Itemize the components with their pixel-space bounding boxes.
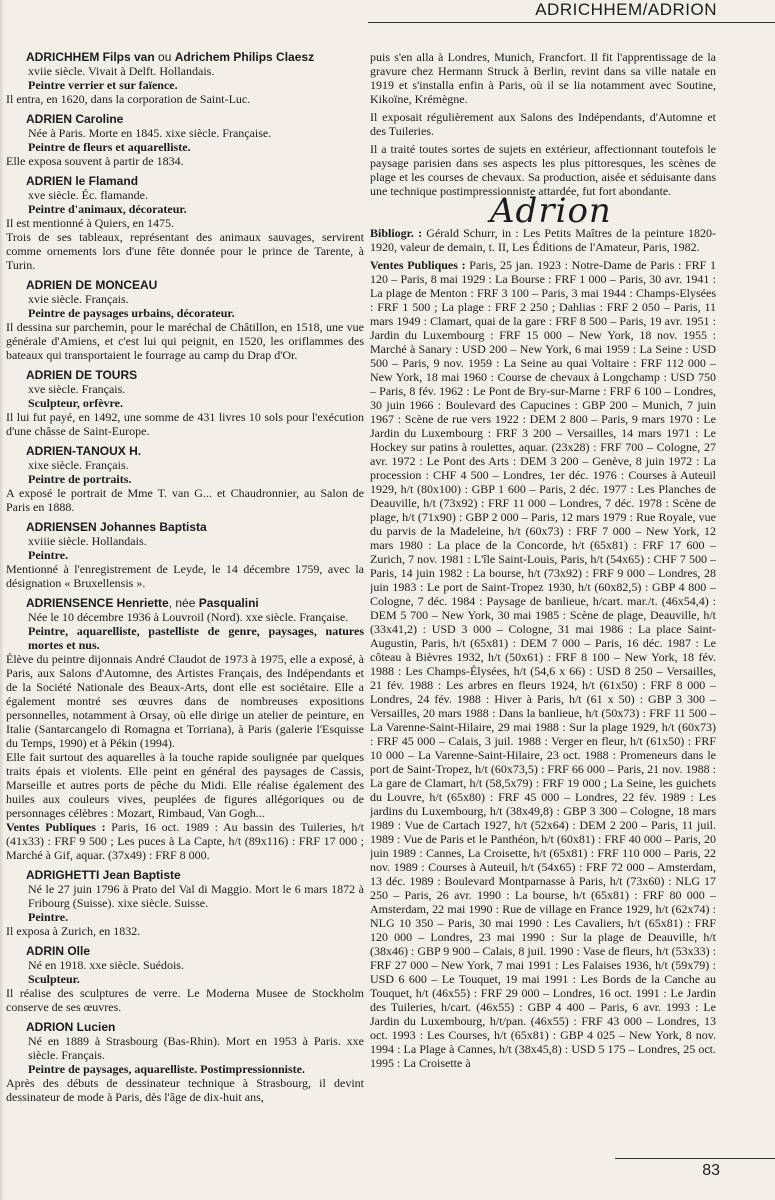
dictionary-entry <box>6 174 364 272</box>
entry-text: A exposé le portrait de Mme T. van G... et Chaudronnier, au Salon de Paris en 1888. <box>6 486 364 514</box>
entry-name <box>26 174 364 188</box>
artist-name: ADRIN Olle <box>26 944 91 958</box>
adrion-exhibitions: Il exposait régulièrement aux Salons des Indépendants, d'Automne et des Tuileries. <box>370 110 716 138</box>
entry-specialty: Peintre de portraits. <box>28 472 132 486</box>
entry-specialty: Peintre. <box>28 910 69 924</box>
entry-specialty: Peintre de paysages urbains, décorateur. <box>28 306 235 320</box>
artist-name: ADRIEN-TANOUX H. <box>26 444 142 458</box>
entry-text: Après des débuts de dessinateur technique à Strasbourg, il devint dessinateur de mode à Paris, dès l'âge de dix-huit ans, <box>6 1076 364 1104</box>
entry-name <box>26 112 364 126</box>
artist-name: ADRIENSENCE Henriette <box>26 596 169 610</box>
name-connector: ou <box>154 50 175 64</box>
public-sales-label: Ventes Publiques : <box>370 258 466 272</box>
entry-name <box>26 596 364 610</box>
dictionary-entry <box>6 444 364 514</box>
left-column <box>6 50 364 1160</box>
entry-specialty: Peintre verrier et sur faïence. <box>28 78 178 92</box>
entry-bio-line: Né en 1889 à Strasbourg (Bas-Rhin). Mort en 1953 à Paris. xxe siècle. Français. <box>28 1034 364 1062</box>
entry-text: Il est mentionné à Quiers, en 1475. Trois de ses tableaux, représentant des animaux sauvages, servirent comme ornements lors d'une fête donnée pour le prince de Tarente, à Turin. <box>6 216 364 272</box>
adrion-signature: Adrion <box>490 191 612 231</box>
entry-public-sales <box>6 820 364 862</box>
entry-specialty: Peintre de fleurs et aquarelliste. <box>28 140 191 154</box>
entry-text: Il réalise des sculptures de verre. Le Moderna Musee de Stockholm conserve de ses œuvres. <box>6 986 364 1014</box>
entry-text: Il lui fut payé, en 1492, une somme de 431 livres 10 sols pour l'exécution d'une châsse de Saint-Europe. <box>6 410 364 438</box>
entry-specialty: Peintre d'animaux, décorateur. <box>28 202 187 216</box>
artist-name: ADRION Lucien <box>26 1020 116 1034</box>
dictionary-entry <box>6 520 364 590</box>
artist-alt-name: Adrichem Philips Claesz <box>174 50 315 64</box>
dictionary-entry <box>6 1020 364 1104</box>
entry-bio-line: Née à Paris. Morte en 1845. xixe siècle. Française. <box>28 126 272 140</box>
artist-name: ADRIENSEN Johannes Baptista <box>26 520 207 534</box>
artist-name: ADRIEN le Flamand <box>26 174 139 188</box>
entry-name <box>26 368 364 382</box>
dictionary-entry <box>6 944 364 1014</box>
entry-specialty: Peintre de paysages, aquarelliste. Postimpressionniste. <box>28 1062 305 1076</box>
entry-specialty: Peintre, aquarelliste, pastelliste de genre, paysages, natures mortes et nus. <box>28 624 364 652</box>
dictionary-entry <box>6 278 364 362</box>
entry-text: Il dessina sur parchemin, pour le maréchal de Châtillon, en 1518, une vue générale d'Amiens, et c'est lui qui peignit, en 1520, les oriflammes des bateaux qui transportaient le fourrage au camp du Drap d'Or. <box>6 320 364 362</box>
public-sales-label: Ventes Publiques : <box>6 820 106 834</box>
entry-bio-line: Né le 27 juin 1796 à Prato del Val di Maggio. Mort le 6 mars 1872 à Fribourg (Suisse). xixe siècle. Suisse. <box>28 882 364 910</box>
artist-name: ADRIEN DE TOURS <box>26 368 138 382</box>
adrion-bio-continued: puis s'en alla à Londres, Munich, Francfort. Il fit l'apprentissage de la gravure chez Hermann Struck à Berlin, revint dans sa ville natale en 1919 et s'installa enfin à Paris, où il se lia notamment avec Soutine, Kikoïne, Krémègne. <box>370 50 716 106</box>
entry-bio-line: xviiie siècle. Hollandais. <box>28 534 147 548</box>
footer-rule <box>615 1158 775 1159</box>
entry-name <box>26 944 364 958</box>
entry-bio-line: xvie siècle. Français. <box>28 292 129 306</box>
entry-specialty: Sculpteur, orfèvre. <box>28 396 123 410</box>
dictionary-entry <box>6 112 364 168</box>
dictionary-entry <box>6 368 364 438</box>
entry-bio-line: Née le 10 décembre 1936 à Louvroil (Nord). xxe siècle. Française. <box>28 610 349 624</box>
entry-bio-line: xve siècle. Français. <box>28 382 126 396</box>
entry-text: Élève du peintre dijonnais André Claudot de 1973 à 1975, elle a exposé, à Paris, aux Salons d'Automne, des Artistes Français, des Indépendants et de la Société Nationale des Beaux-Arts, dont elle est sociétaire. Elle a également montré ses œuvres dans de nombreuses expositions personnelles, notamment à Orsay, où elle dirige un atelier de peinture, en Italie (Santarcangelo di Romagna et Torriana), à Paris (galerie l'Esquisse du Temps, 1990) et à Pékin (1994). Elle fait surtout des aquarelles à la touche rapide soulignée par quelques traits épais et violents. Elle peint en général des paysages de Cassis, Marseille et autres ports de pêche du Midi. Elle réalise également des huiles aux couleurs vives, peuplées de figures allégoriques ou de personnages célèbres : Mozart, Rimbaud, Van Gogh... <box>6 652 364 820</box>
page-number: 83 <box>702 1162 720 1179</box>
dictionary-entry <box>6 50 364 106</box>
public-sales-text: Paris, 16 oct. 1989 : Au bassin des Tuileries, h/t (41x33) : FRF 9 500 ; Les puces à La Capte, h/t (89x116) : FRF 17 000 ; Marché à Gif, aquar. (37x49) : FRF 8 000. <box>6 820 364 862</box>
entry-name <box>26 520 364 534</box>
entry-bio-line: xviie siècle. Vivait à Delft. Hollandais. <box>28 64 215 78</box>
page-edge <box>0 0 4 1200</box>
entry-bio-line: xve siècle. Éc. flamande. <box>28 188 148 202</box>
entry-text: Elle exposa souvent à partir de 1834. <box>6 154 184 168</box>
entry-bio-line: Né en 1918. xxe siècle. Suédois. <box>28 958 184 972</box>
dictionary-entry <box>6 596 364 862</box>
name-connector: , née <box>168 596 199 610</box>
bibliography <box>370 226 716 254</box>
right-column <box>370 50 716 1160</box>
artist-name: ADRIEN Caroline <box>26 112 124 126</box>
artist-name: ADRICHHEM Filps van <box>26 50 155 64</box>
entry-specialty: Peintre. <box>28 548 69 562</box>
running-head: ADRICHHEM/ADRION <box>535 0 717 19</box>
entry-bio-line: xixe siècle. Français. <box>28 458 129 472</box>
bibliography-text: Gérald Schurr, in : Les Petits Maîtres de la peinture 1820-1920, valeur de demain, t. II, Les Éditions de l'Amateur, Paris, 1982. <box>370 226 716 254</box>
header-rule <box>368 22 775 23</box>
entry-text: Il exposa à Zurich, en 1832. <box>6 924 141 938</box>
public-sales-text: Paris, 25 jan. 1923 : Notre-Dame de Paris : FRF 1 120 – Paris, 8 mai 1929 : La Bourse : FRF 1 000 – Paris, 30 avr. 1941 : La plage de Menton : FRF 3 100 – Paris, 3 mai 1944 : Champs-Elysées : FRF 1 500 ; La plage : FRF 2 250 ; Dahlias : FRF 2 050 – Paris, 11 mars 1949 : Clamart, quai de la gare : FRF 8 500 – Paris, 19 avr. 1951 : Jardin du Luxembourg : FRF 15 000 – New York, 18 nov. 1955 : Marché à Sanary : USD 200 – New York, 6 mai 1959 : La Seine : USD 500 – Paris, 9 nov. 1959 : La Seine au quai Voltaire : FRF 112 000 – New York, 18 mai 1960 : Course de chevaux à Longchamp : USD 750 – Paris, 8 fév. 1962 : Le Pont de Bry-sur-Marne : FRF 6 100 – Londres, 30 juin 1966 : Boulevard des Capucines : GBP 200 – Munich, 7 juin 1967 : Scène de rue vers 1922 : DEM 2 800 – Paris, 9 mars 1970 : Le Jardin du Luxembourg : FRF 3 200 – Versailles, 14 mars 1971 : Le Hockey sur patins à roulettes, aquar. (23x28) : FRF 700 – Cologne, 27 avr. 1972 : Le Pont des Arts : DEM 3 200 – Genève, 8 juin 1972 : La procession : CHF 4 500 – Londres, 1er déc. 1976 : Courses à Auteuil 1929, h/t (80x100) : GBP 1 600 – Paris, 2 déc. 1977 : Les Planches de Deauville, h/t (73x92) : FRF 11 000 – Londres, 7 déc. 1978 : Scène de plage, h/t (71x90) : GBP 2 000 – Paris, 12 mars 1979 : Rue Royale, vue du parvis de la Madeleine, h/t (60x73) : FRF 7 000 – New York, 12 mars 1980 : La place de la Concorde, h/t (65x81) : FRF 17 600 – Zurich, 7 nov. 1981 : L'île Saint-Louis, Paris, h/t (54x65) : CHF 7 500 – Paris, 14 juin 1982 : La bourse, h/t (73x92) : FRF 9 000 – Londres, 28 juin 1983 : Le port de Saint-Tropez 1930, h/t (60x82,5) : GBP 4 800 – Cologne, 7 déc. 1984 : Paysage de banlieue, h/cart. mar./t. (46x54,4) : DEM 5 700 – New York, 30 mai 1985 : Scène de plage, Deauville, h/t (33x41,2) : USD 3 000 – Cologne, 31 mai 1986 : La place Saint-Augustin, Paris, h/t (65x81) : DEM 7 000 – Paris, 16 déc. 1987 : Le côteau à Bièvres 1932, h/t (50x61) : FRF 8 100 – New York, 18 fév. 1988 : Les Champs-Élysées, h/t (54,6 x 66) : USD 8 250 – Versailles, 21 fév. 1988 : Les arbres en fleurs 1924, h/t (61x50) : FRF 8 000 – Londres, 24 fév. 1988 : Hiver à Paris, h/t (61 x 50) : GBP 3 300 – Versailles, 20 mars 1988 : Dans la banlieue, h/t (50x73) : FRF 11 500 – La Varenne-Saint-Hilaire, 29 mai 1988 : Sur la plage 1929, h/t (60x73) : FRF 45 000 – Calais, 3 juil. 1988 : Verger en fleur, h/t (61x50) : FRF 10 000 – La Varenne-Saint-Hilaire, 23 oct. 1988 : Promeneurs dans le port de Saint-Tropez, h/t (60x73,5) : FRF 66 000 – Paris, 21 nov. 1988 : La gare de Clamart, h/t (58,5x79) : FRF 19 000 ; La Seine, les guichets du Louvre, h/t (65x80) : FRF 45 000 – Londres, 22 fév. 1989 : Les jardins du Luxembourg, h/t (38x49,8) : GBP 3 300 – Cologne, 18 mars 1989 : Vue de Cartach 1927, h/t (52x64) : DEM 2 200 – Paris, 11 juil. 1989 : Vue de Paris et le Panthéon, h/t (60x81) : FRF 40 000 – Paris, 20 juin 1989 : Cannes, La Croisette, h/t (65x81) : FRF 110 000 – Paris, 22 nov. 1989 : Courses à Auteuil, h/t (54x65) : FRF 72 000 – Amsterdam, 13 déc. 1989 : Boulevard Montparnasse à Paris, h/t (73x60) : NLG 17 250 – Paris, 26 avr. 1990 : La bourse, h/t (65x81) : FRF 80 000 – Amsterdam, 22 mai 1990 : Rue de village en France 1929, h/t (62x74) : NLG 10 350 – Paris, 30 mai 1990 : Les Cavaliers, h/t (65x81) : FRF 120 000 – Londres, 23 mai 1990 : Sur la plage de Deauville, h/t (38x46) : GBP 9 900 – Calais, 8 juil. 1990 : Vase de fleurs, h/t (53x33) : FRF 27 000 – New York, 7 mai 1991 : Les Falaises 1936, h/t (59x79) : USD 6 600 – Le Touquet, 19 mai 1991 : Les Bords de la Canche au Touquet, h/t (46x55) : FRF 29 000 – Londres, 16 oct. 1991 : Le Jardin des Tuileries, h/cart. (46x55) : GBP 4 400 – Paris, 6 avr. 1993 : Le Jardin du Luxembourg, h/t/pan. (46x55) : FRF 43 000 – Londres, 13 oct. 1993 : Les Courses, h/t (65x81) : GBP 4 025 – New York, 8 nov. 1994 : La Plage à Cannes, h/t (38x45,8) : USD 5 175 – Londres, 25 oct. 1995 : La Croisette à <box>370 258 716 1070</box>
entry-name <box>26 1020 364 1034</box>
entry-name <box>26 444 364 458</box>
entry-text: Il entra, en 1620, dans la corporation de Saint-Luc. <box>6 92 251 106</box>
entry-name <box>26 50 364 64</box>
entry-name <box>26 278 364 292</box>
artist-name: ADRIGHETTI Jean Baptiste <box>26 868 181 882</box>
dictionary-entry <box>6 868 364 938</box>
entry-text: Mentionné à l'enregistrement de Leyde, le 14 décembre 1759, avec la désignation « Bruxellensis ». <box>6 562 364 590</box>
artist-name: ADRIEN DE MONCEAU <box>26 278 158 292</box>
bibliography-label: Bibliogr. : <box>370 226 423 240</box>
adrion-style: Il a traité toutes sortes de sujets en extérieur, affectionnant toutefois le paysage parisien dans ses aspects les plus pittoresques, les scènes de plage et les courses de chevaux. Sa production, aisée et séduisante dans une technique postimpressionniste attardée, fut fort abondante. <box>370 142 716 198</box>
entry-specialty: Sculpteur. <box>28 972 80 986</box>
artist-alt-name: Pasqualini <box>198 596 259 610</box>
entry-name <box>26 868 364 882</box>
public-sales <box>370 258 716 1070</box>
